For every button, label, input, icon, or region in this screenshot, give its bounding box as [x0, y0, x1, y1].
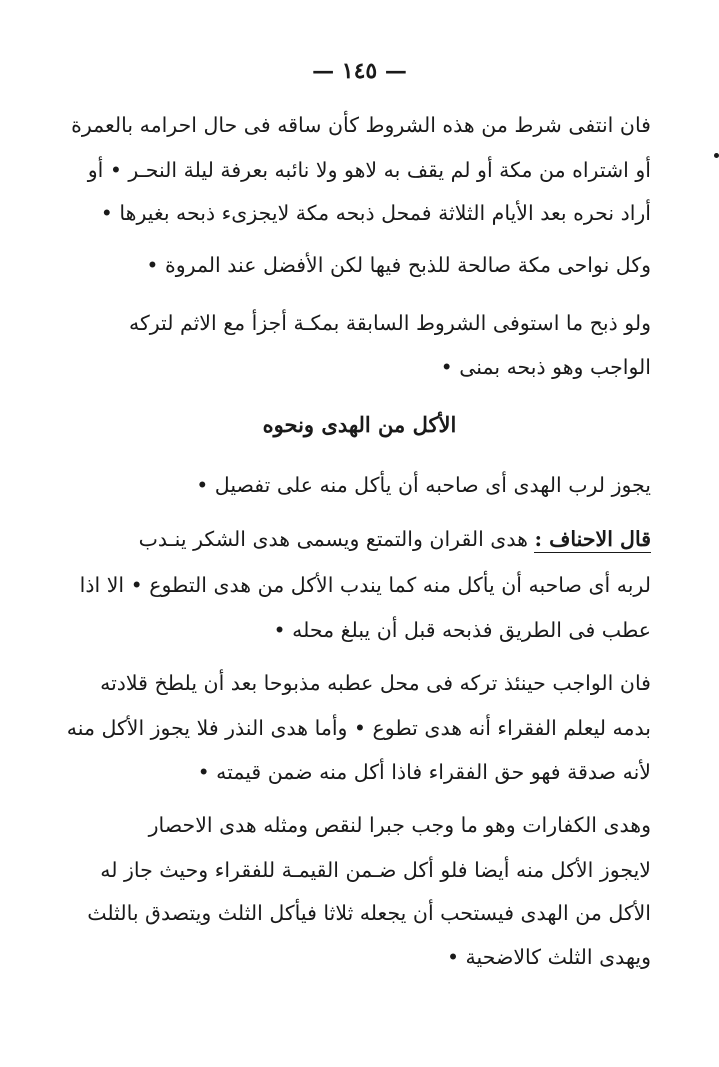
para4-line1: يجوز لرب الهدى أى صاحبه أن يأكل منه على تفصيل • [196, 473, 651, 497]
para7-line3: الأكل من الهدى فيستحب أن يجعله ثلاثا فيأكل الثلث ويتصدق بالثلث [87, 901, 651, 925]
para7-line1: وهدى الكفارات وهو ما وجب جبرا لنقص ومثله هدى الاحصار [148, 813, 651, 837]
para1-line1: فان انتفى شرط من هذه الشروط كأن ساقه فى حال احرامه بالعمرة [71, 113, 651, 137]
para3-line2: الواجب وهو ذبحه بمنى • [440, 355, 651, 379]
para7-line2: لايجوز الأكل منه أيضا فلو أكل ضـمن القيمـة للفقراء وحيث جاز له [100, 858, 651, 882]
para2-line1: وكل نواحى مكة صالحة للذبح فيها لكن الأفضل عند المروة • [146, 253, 651, 277]
para5-line3: عطب فى الطريق فذبحه قبل أن يبلغ محله • [273, 618, 651, 642]
para1-line2: أو اشتراه من مكة أو لم يقف به لاهو ولا نائبه بعرفة ليلة النحـر • أو [87, 158, 651, 182]
para6-line2: بدمه ليعلم الفقراء أنه هدى تطوع • وأما هدى النذر فلا يجوز الأكل منه [66, 716, 651, 740]
para1-line3: أراد نحره بعد الأيام الثلاثة فمحل ذبحه مكة لايجزىء ذبحه بغيرها • [100, 201, 651, 225]
para5-line1 [78, 524, 651, 554]
para6-line3: لأنه صدقة فهو حق الفقراء فاذا أكل منه ضمن قيمته • [197, 760, 651, 784]
para5-line2: لربه أى صاحبه أن يأكل منه كما يندب الأكل من هدى التطوع • الا اذا [79, 573, 651, 597]
page-number: — ١٤٥ — [312, 58, 407, 84]
para7-line4: ويهدى الثلث كالاضحية • [446, 945, 651, 969]
para6-line1: فان الواجب حينئذ تركه فى محل عطبه مذبوحا بعد أن يلطخ قلادته [100, 671, 651, 695]
margin-ink-dot [714, 153, 719, 158]
section-heading: الأكل من الهدى ونحوه [262, 412, 457, 437]
para5-lead: قال الاحناف : [534, 527, 651, 551]
para3-line1: ولو ذبح ما استوفى الشروط السابقة بمكـة أجزأ مع الاثم لتركه [128, 311, 651, 335]
para5-line1-rest: هدى القران والتمتع ويسمى هدى الشكر ينـدب [138, 527, 528, 551]
